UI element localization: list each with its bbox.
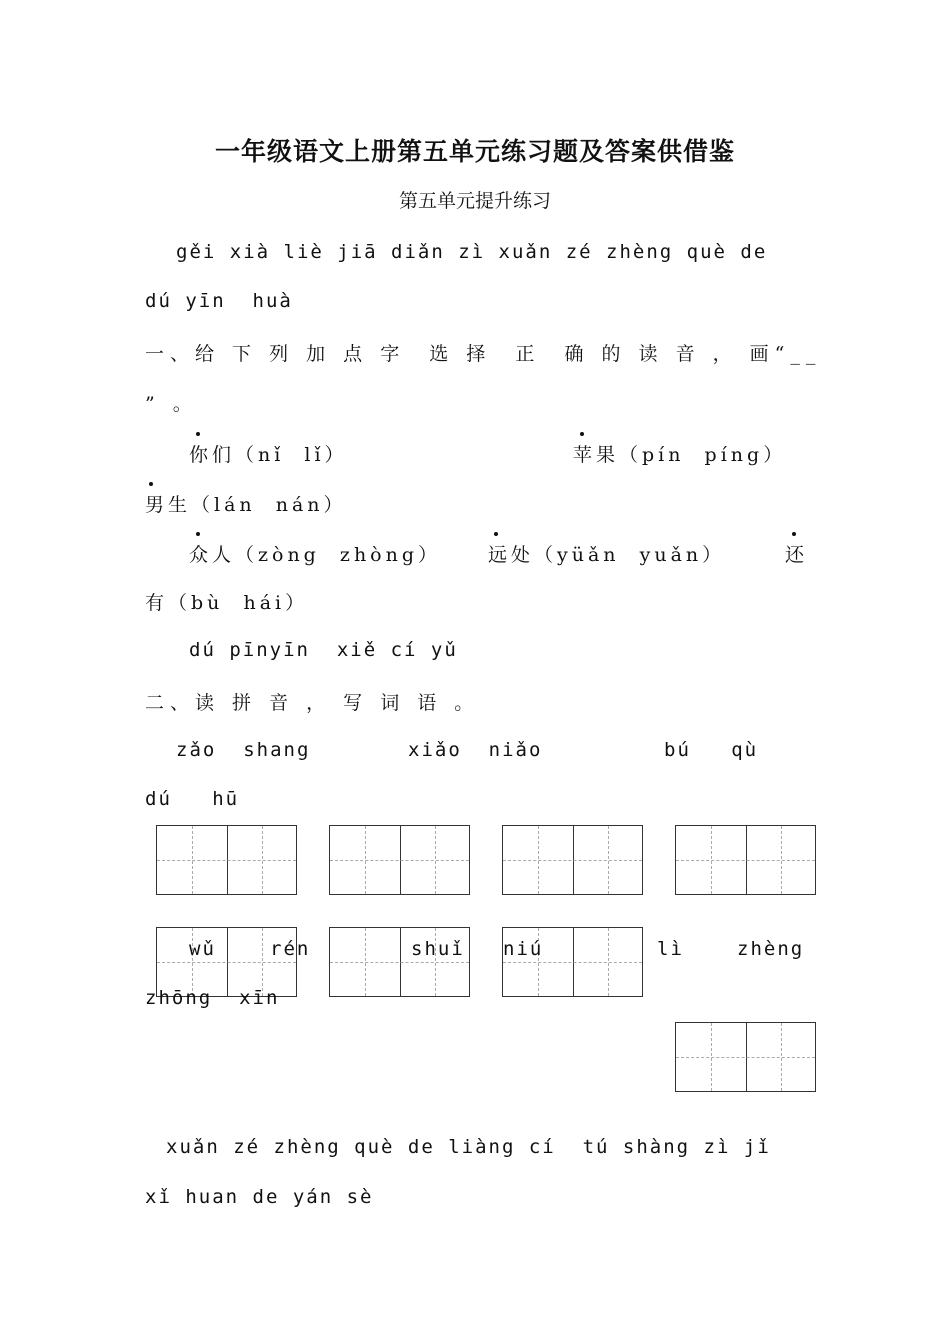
section2-heading: 二、读 拼 音 ， 写 词 语 。 (145, 692, 480, 714)
writing-grid[interactable] (675, 825, 816, 895)
section1-heading: 一、给 下 列 加 点 字 选 择 正 确 的 读 音 ， 画“__ (145, 343, 822, 365)
emphasis-dot (196, 532, 200, 536)
word-pinyin-shui: shuǐ (411, 938, 465, 960)
emphasis-dot (494, 532, 498, 536)
writing-grid[interactable] (675, 1022, 816, 1092)
word-pinyin-buqu: bú qù (664, 739, 759, 761)
item-haiyou-char: 还 (785, 544, 809, 566)
emphasis-dot (196, 432, 200, 436)
item-zhongren: 众人（zòng zhòng） (189, 544, 442, 566)
emphasis-dot (149, 482, 153, 486)
document-title: 一年级语文上册第五单元练习题及答案供借鉴 (214, 137, 735, 166)
document-subtitle: 第五单元提升练习 (398, 190, 551, 212)
item-nimen: 你们（nǐ lǐ） (189, 444, 348, 466)
item-nansheng: 男生（lán nán） (145, 494, 347, 516)
section1-pinyin-line1: gěi xià liè jiā diǎn zì xuǎn zé zhèng què de (176, 241, 768, 263)
word-pinyin-duhu: dú hū (145, 788, 240, 810)
section3-pinyin-line1: xuǎn zé zhèng què de liàng cí tú shàng zì jǐ (166, 1136, 771, 1158)
item-pingguo: 苹果（pín píng） (573, 444, 787, 466)
section1-heading-cont: ” 。 (145, 393, 198, 415)
word-pinyin-zaoshang: zǎo shang (176, 739, 311, 761)
word-pinyin-xiaoniao: xiǎo niǎo (408, 739, 543, 761)
word-pinyin-niu: niú (503, 938, 544, 960)
emphasis-dot (580, 432, 584, 436)
section2-pinyin: dú pīnyīn xiě cí yǔ (189, 639, 458, 661)
section1-pinyin-line2: dú yīn huà (145, 290, 293, 312)
word-pinyin-zheng: zhèng (737, 938, 805, 960)
word-pinyin-zhongxin: zhōng xīn (145, 987, 280, 1009)
section3-pinyin-line2: xǐ huan de yán sè (145, 1186, 374, 1208)
item-yuanchu: 远处（yüǎn yuǎn） (488, 544, 726, 566)
emphasis-dot (792, 532, 796, 536)
word-pinyin-li: lì (657, 938, 684, 960)
writing-grid[interactable] (329, 825, 470, 895)
word-pinyin-wu: wǔ (189, 938, 216, 960)
word-pinyin-ren: rén (270, 938, 311, 960)
item-haiyou: 有（bù hái） (145, 592, 309, 614)
writing-grid[interactable] (156, 825, 297, 895)
writing-grid[interactable] (502, 825, 643, 895)
